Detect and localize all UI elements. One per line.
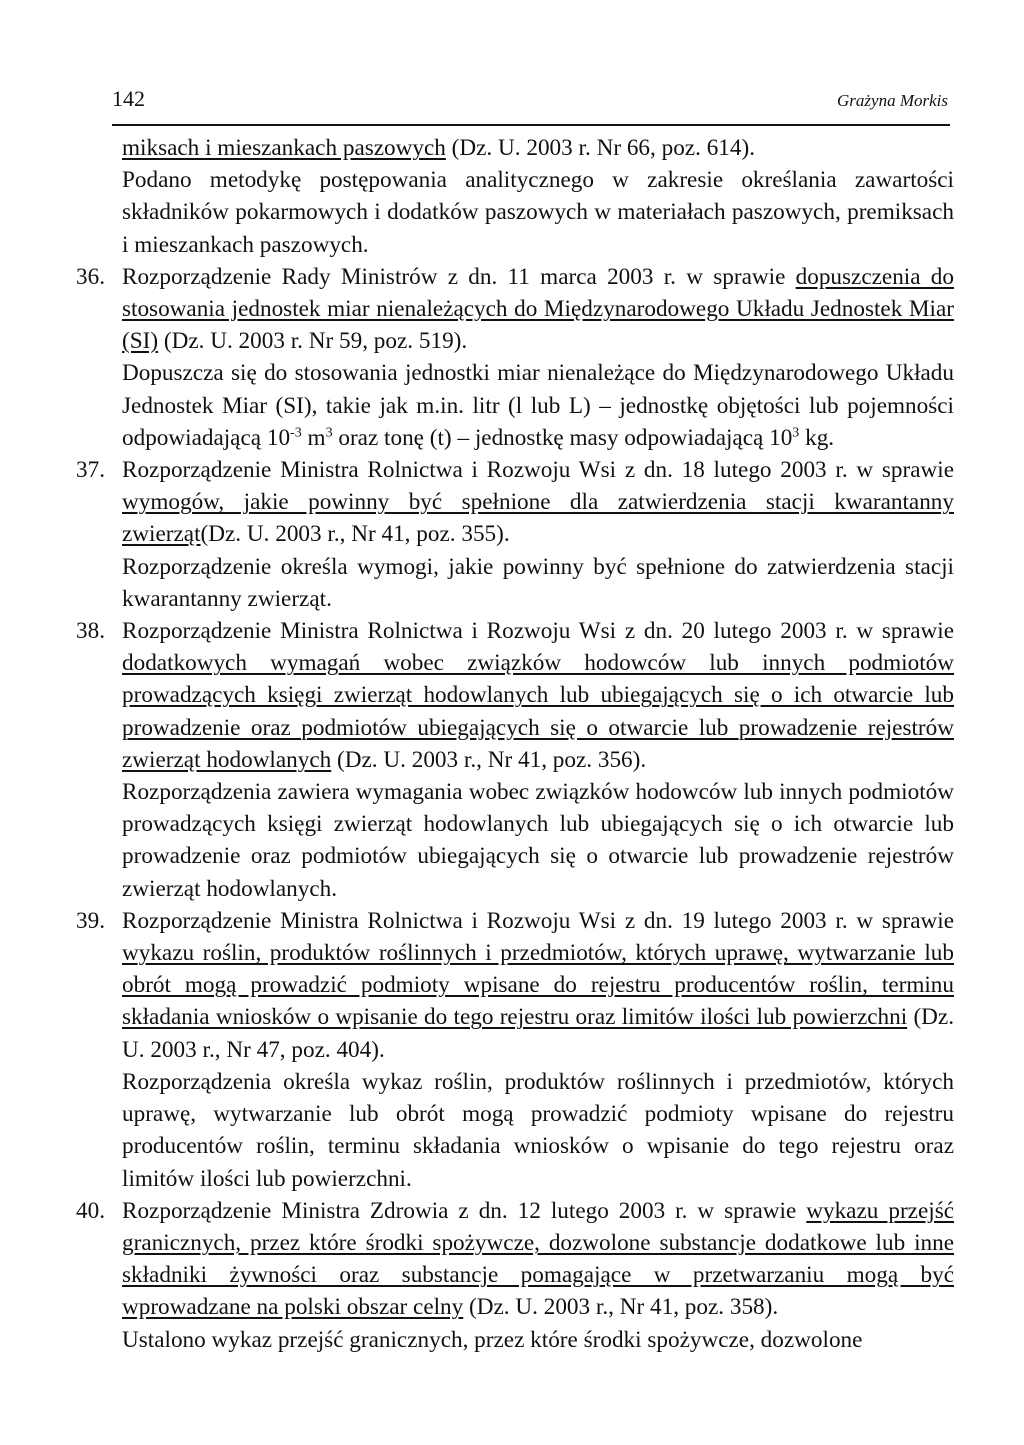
entry-description: Rozporządzenia określa wykaz roślin, produktów roślinnych i przedmiotów, których uprawę, wytwarzanie lub obrót mogą prowadzić podmioty wpisane do rejestru producentów roślin, terminu składania wniosków o wpisanie do tego rejestru oraz limitów ilości lub powierzchni. bbox=[122, 1068, 954, 1192]
entry-38 bbox=[76, 615, 954, 776]
entry-description: Rozporządzenie określa wymogi, jakie powinny być spełnione do zatwierdzenia stacji kwarantanny zwierząt. bbox=[122, 553, 954, 612]
entry-number: 40. bbox=[76, 1197, 105, 1224]
entry-prefix: Rozporządzenie Rady Ministrów z dn. 11 marca 2003 r. w sprawie bbox=[122, 263, 786, 290]
entry-number: 37. bbox=[76, 457, 105, 484]
entry-description: Podano metodykę postępowania analitycznego w zakresie określania zawartości składników pokarmowych i dodatków paszowych w materiałach paszowych, premiksach i mieszankach paszowych. bbox=[122, 167, 954, 258]
running-head-author: Grażyna Morkis bbox=[837, 91, 948, 110]
entry-36 bbox=[76, 261, 954, 358]
entry-title: dodatkowych wymagań wobec związków hodowców lub innych podmiotów prowadzących księgi zwierząt hodowlanych lub ubiegających się o ich otwarcie lub prowadzenie oraz podmiotów ubiegających się o otwarcie lub prowadzenie rejestrów zwierząt hodowlanych bbox=[122, 650, 954, 773]
entry-reference: (Dz. U. 2003 r., Nr 41, poz. 355). bbox=[200, 521, 510, 548]
entry-reference: (Dz. U. 2003 r., Nr 47, poz. 404). bbox=[122, 1004, 954, 1063]
entry-title: miksach i mieszankach paszowych bbox=[122, 135, 446, 161]
entry-prefix: Rozporządzenie Ministra Rolnictwa i Rozwoju Wsi z dn. 19 lutego 2003 r. w sprawie bbox=[122, 907, 954, 934]
entry-40 bbox=[76, 1195, 955, 1324]
entry-number: 39. bbox=[76, 907, 105, 934]
entry-prefix: Rozporządzenie Ministra Zdrowia z dn. 12 lutego 2003 r. w sprawie bbox=[122, 1197, 797, 1224]
entry-title: wykazu roślin, produktów roślinnych i przedmiotów, których uprawę, wytwarzanie lub obrót mogą prowadzić podmioty wpisane do rejestru producentów roślin, terminu składania wniosków o wpisanie do tego rejestru oraz limitów ilości lub powierzchni bbox=[122, 940, 954, 1031]
entry-reference: (Dz. U. 2003 r., Nr 41, poz. 358). bbox=[469, 1294, 779, 1321]
entry-reference: (Dz. U. 2003 r. Nr 66, poz. 614). bbox=[451, 135, 755, 161]
entry-prefix: Rozporządzenie Ministra Rolnictwa i Rozwoju Wsi z dn. 20 lutego 2003 r. w sprawie bbox=[122, 618, 954, 645]
entry-reference: (Dz. U. 2003 r., Nr 41, poz. 356). bbox=[337, 746, 647, 773]
entry-title: dopuszczenia do stosowania jednostek miar nienależących do Międzynarodowego Układu Jednostek Miar (SI) bbox=[122, 263, 954, 355]
entry-prefix: Rozporządzenie Ministra Rolnictwa i Rozwoju Wsi z dn. 18 lutego 2003 r. w sprawie bbox=[122, 457, 954, 484]
entry-title: wymogów, jakie powinny być spełnione dla zatwierdzenia stacji kwarantanny zwierząt bbox=[122, 489, 954, 548]
page-header bbox=[112, 84, 950, 126]
entry-37 bbox=[76, 454, 954, 551]
entry-35-continuation bbox=[122, 132, 954, 164]
entry-number: 38. bbox=[76, 618, 105, 645]
entry-description: Rozporządzenia zawiera wymagania wobec związków hodowców lub innych podmiotów prowadzących księgi zwierząt hodowlanych lub ubiegających się o ich otwarcie lub prowadzenie oraz podmiotów ubiegających się o otwarcie lub prowadzenie rejestrów zwierząt hodowlanych. bbox=[122, 779, 954, 902]
entry-title: wykazu przejść granicznych, przez które środki spożywcze, dozwolone substancje dodatkowe lub inne składniki żywności oraz substancje pomagające w przetwarzaniu mogą być wprowadzane na polski obszar celny bbox=[122, 1197, 955, 1321]
page-number: 142 bbox=[112, 86, 145, 111]
entry-description: Dopuszcza się do stosowania jednostki miar nienależące do Międzynarodowego Układu Jednostek Miar (SI), takie jak m.in. litr (l lub L) – jednostkę objętości lub pojemności odpowiadającą $10^{-3}$ $m^3$ oraz tonę (t) – jednostkę masy odpowiadającą $10^3$ kg. bbox=[122, 360, 954, 451]
entry-description: Ustalono wykaz przejść granicznych, przez które środki spożywcze, dozwolone bbox=[122, 1326, 863, 1353]
page-body bbox=[76, 132, 954, 1356]
entry-number: 36. bbox=[76, 263, 105, 290]
entry-reference: (Dz. U. 2003 r. Nr 59, poz. 519). bbox=[163, 328, 468, 355]
entry-39 bbox=[76, 905, 954, 1066]
